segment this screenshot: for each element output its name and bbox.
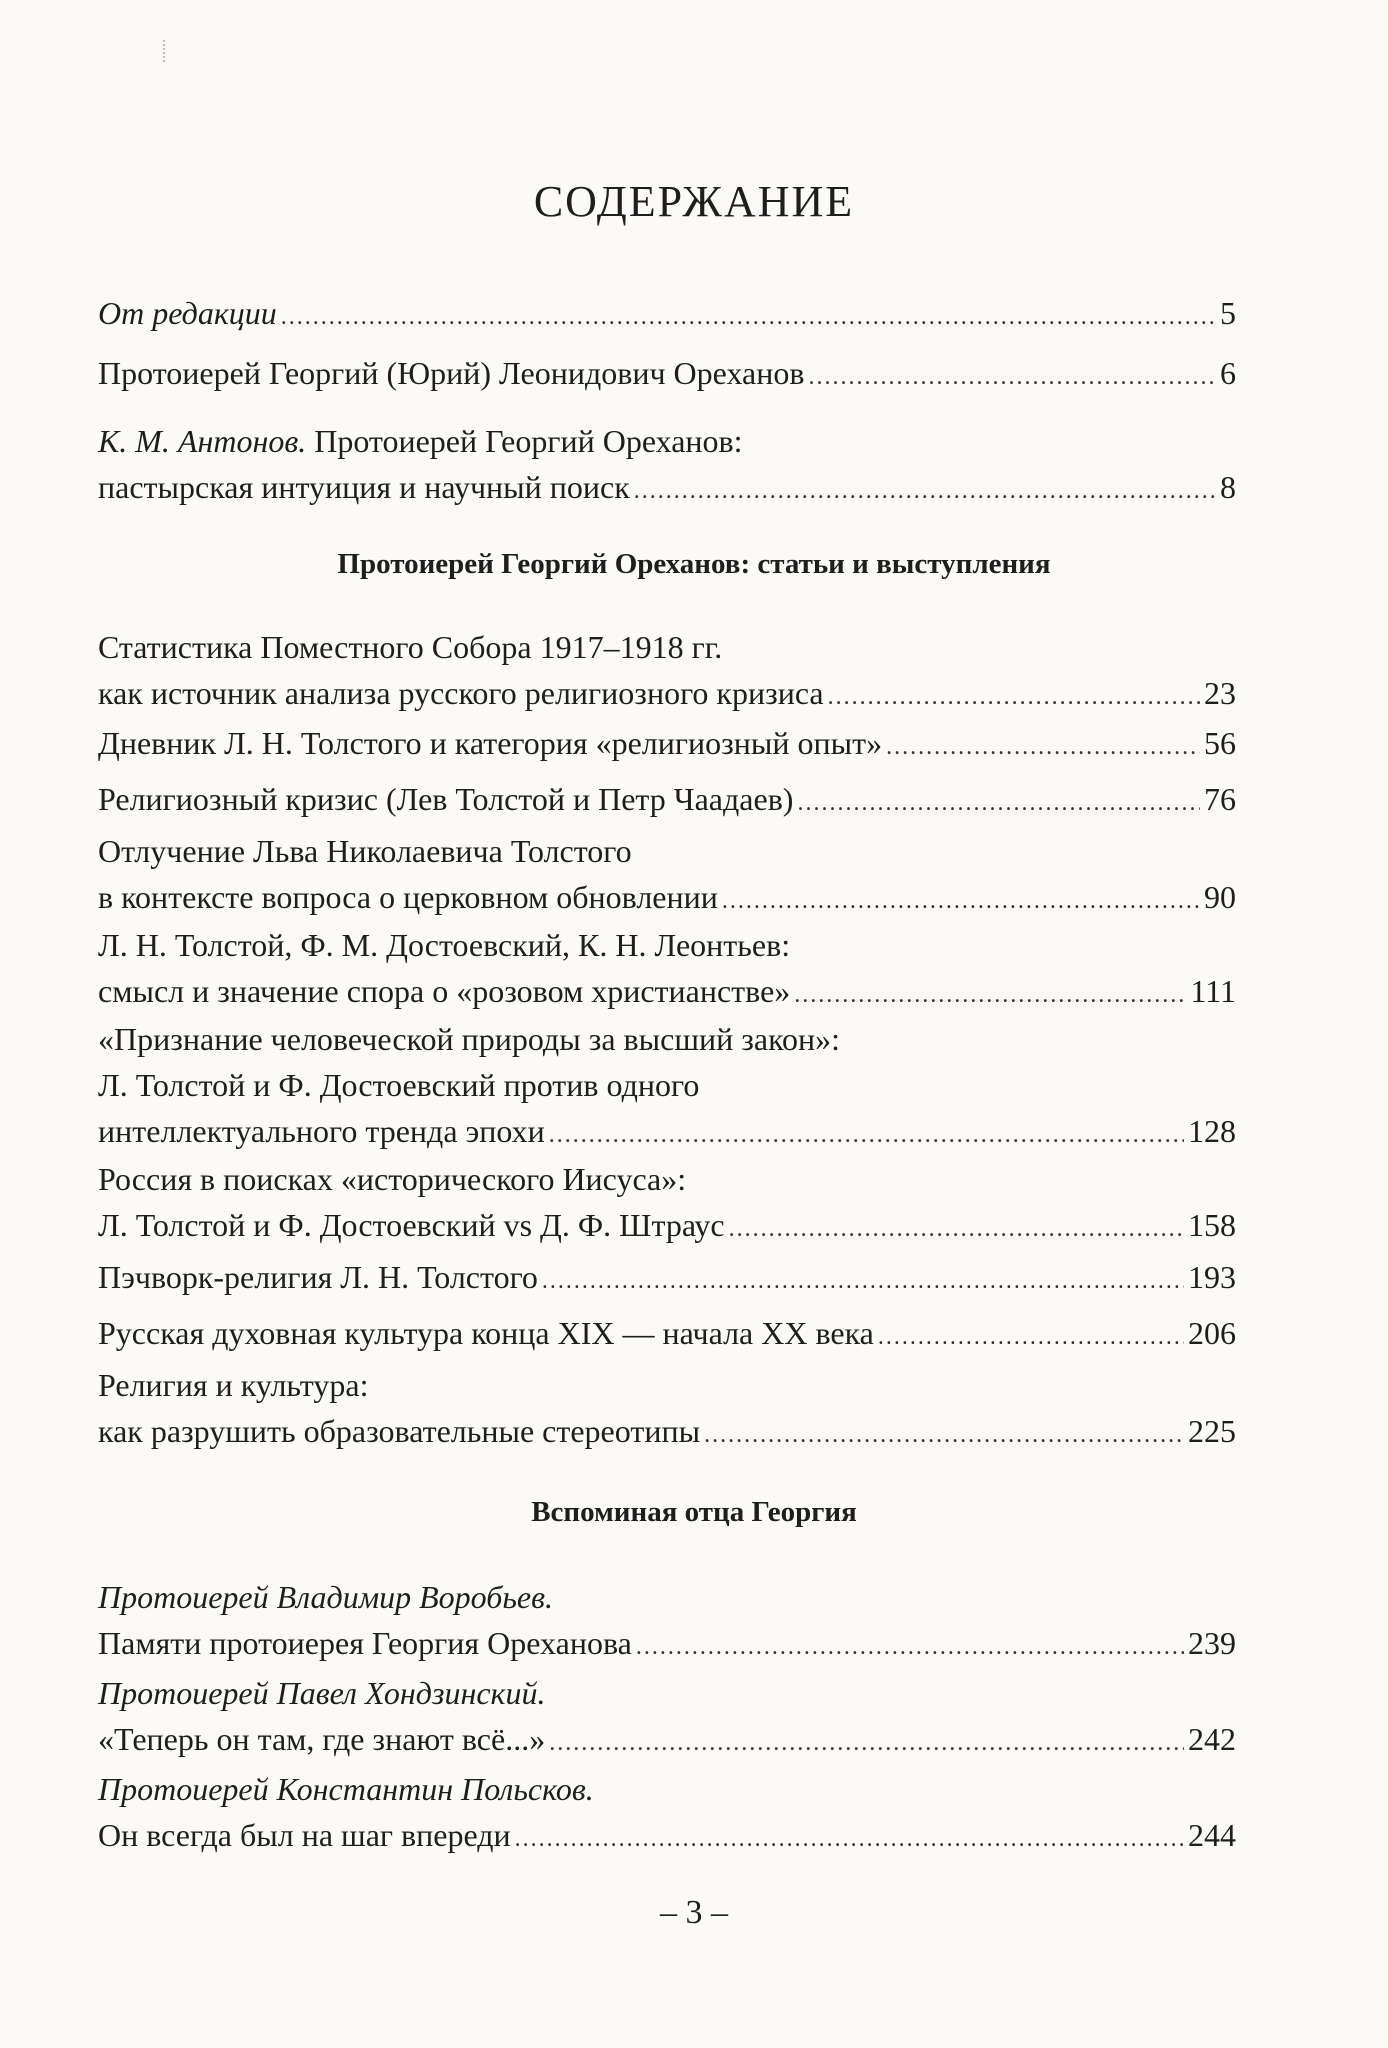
toc-entry-memoir[interactable]: [98, 1670, 1236, 1762]
leader-dots: [794, 972, 1186, 1018]
page-title: СОДЕРЖАНИЕ: [533, 177, 855, 226]
leader-dots: [636, 1624, 1184, 1670]
entry-title: как разрушить образовательные стереотипы: [98, 1413, 701, 1449]
leader-dots: [729, 1206, 1184, 1252]
leader-dots: [542, 1258, 1184, 1304]
entry-title: как источник анализа русского религиозного кризиса: [98, 675, 824, 711]
entry-title: пастырская интуиция и научный поиск: [98, 469, 630, 505]
entry-title: Л. Н. Толстой, Ф. М. Достоевский, К. Н. Леонтьев:: [98, 927, 791, 963]
entry-title: смысл и значение спора о «розовом христианстве»: [98, 973, 791, 1009]
entry-title: «Признание человеческой природы за высший закон»:: [98, 1021, 841, 1057]
leader-dots: [797, 780, 1200, 826]
entry-author: Протоиерей Павел Хондзинский.: [98, 1675, 546, 1711]
entry-page: 206: [1188, 1315, 1236, 1351]
entry-title: Дневник Л. Н. Толстого и категория «религиозный опыт»: [98, 725, 883, 761]
toc-entry-article[interactable]: [98, 720, 1236, 766]
leader-dots: [634, 468, 1216, 514]
section-heading-memoirs: Вспоминая отца Георгия: [531, 1496, 857, 1528]
leader-dots: [549, 1720, 1184, 1766]
entry-title: Л. Толстой и Ф. Достоевский vs Д. Ф. Штраус: [98, 1207, 725, 1243]
entry-author: К. М. Антонов.: [98, 423, 307, 459]
toc-entry-article[interactable]: [98, 624, 1236, 716]
entry-title: Протоиерей Георгий (Юрий) Леонидович Ореханов: [98, 355, 805, 391]
leader-dots: [828, 674, 1200, 720]
leader-dots: [808, 354, 1216, 400]
entry-author: Протоиерей Константин Польсков.: [98, 1771, 594, 1807]
toc-entry-memoir[interactable]: [98, 1766, 1236, 1858]
entry-page: 8: [1220, 469, 1236, 505]
leader-dots: [515, 1816, 1184, 1862]
entry-title: Религиозный кризис (Лев Толстой и Петр Чаадаев): [98, 781, 794, 817]
entry-page: 193: [1188, 1259, 1236, 1295]
toc-entry-antonov[interactable]: [98, 418, 1236, 510]
entry-title: Отлучение Льва Николаевича Толстого: [98, 833, 632, 869]
toc-entry-article[interactable]: [98, 1156, 1236, 1248]
entry-page: 128: [1188, 1113, 1236, 1149]
section-heading-articles: Протоиерей Георгий Ореханов: статьи и выступления: [337, 548, 1051, 580]
toc-entry-biography[interactable]: [98, 350, 1236, 396]
toc-entry-article[interactable]: [98, 922, 1236, 1014]
entry-title: Религия и культура:: [98, 1367, 369, 1403]
entry-page: 23: [1204, 675, 1236, 711]
leader-dots: [886, 724, 1200, 770]
leader-dots: [704, 1412, 1184, 1458]
entry-title-line: [98, 418, 743, 464]
toc-entry-editorial[interactable]: [98, 290, 1236, 336]
toc-entry-article[interactable]: [98, 828, 1236, 920]
entry-page: 244: [1188, 1817, 1236, 1853]
entry-page: 239: [1188, 1625, 1236, 1661]
entry-page: 90: [1204, 879, 1236, 915]
entry-author: Протоиерей Владимир Воробьев.: [98, 1579, 553, 1615]
entry-title: «Теперь он там, где знают всё...»: [98, 1721, 546, 1757]
entry-title: Статистика Поместного Собора 1917–1918 гг.: [98, 629, 723, 665]
leader-dots: [878, 1314, 1184, 1360]
entry-page: 5: [1220, 295, 1236, 331]
entry-page: 242: [1188, 1721, 1236, 1757]
toc-entry-article[interactable]: [98, 1016, 1236, 1154]
entry-page: 6: [1220, 355, 1236, 391]
entry-title: Пэчворк-религия Л. Н. Толстого: [98, 1259, 538, 1295]
entry-title: в контексте вопроса о церковном обновлении: [98, 879, 718, 915]
entry-author: От редакции: [98, 295, 277, 331]
entry-title: Протоиерей Георгий Ореханов:: [306, 423, 743, 459]
entry-title: Памяти протоиерея Георгия Ореханова: [98, 1625, 632, 1661]
entry-title: Он всегда был на шаг впереди: [98, 1817, 511, 1853]
leader-dots: [549, 1112, 1184, 1158]
toc-entry-article[interactable]: [98, 1310, 1236, 1356]
toc-entry-memoir[interactable]: [98, 1574, 1236, 1666]
entry-page: 56: [1204, 725, 1236, 761]
toc-entry-article[interactable]: [98, 1362, 1236, 1454]
toc-entry-article[interactable]: [98, 1254, 1236, 1300]
toc-entry-article[interactable]: [98, 776, 1236, 822]
entry-page: 76: [1204, 781, 1236, 817]
entry-title: интеллектуального тренда эпохи: [98, 1113, 545, 1149]
leader-dots: [722, 878, 1200, 924]
entry-title: Русская духовная культура конца XIX — начала XX века: [98, 1315, 874, 1351]
entry-page: 158: [1188, 1207, 1236, 1243]
leader-dots: [281, 294, 1216, 340]
scan-speck: [163, 40, 168, 62]
page-number: – 3 –: [660, 1894, 728, 1931]
entry-title: Россия в поисках «исторического Иисуса»:: [98, 1161, 687, 1197]
entry-page: 111: [1190, 973, 1236, 1009]
entry-page: 225: [1188, 1413, 1236, 1449]
entry-title: Л. Толстой и Ф. Достоевский против одного: [98, 1067, 700, 1103]
